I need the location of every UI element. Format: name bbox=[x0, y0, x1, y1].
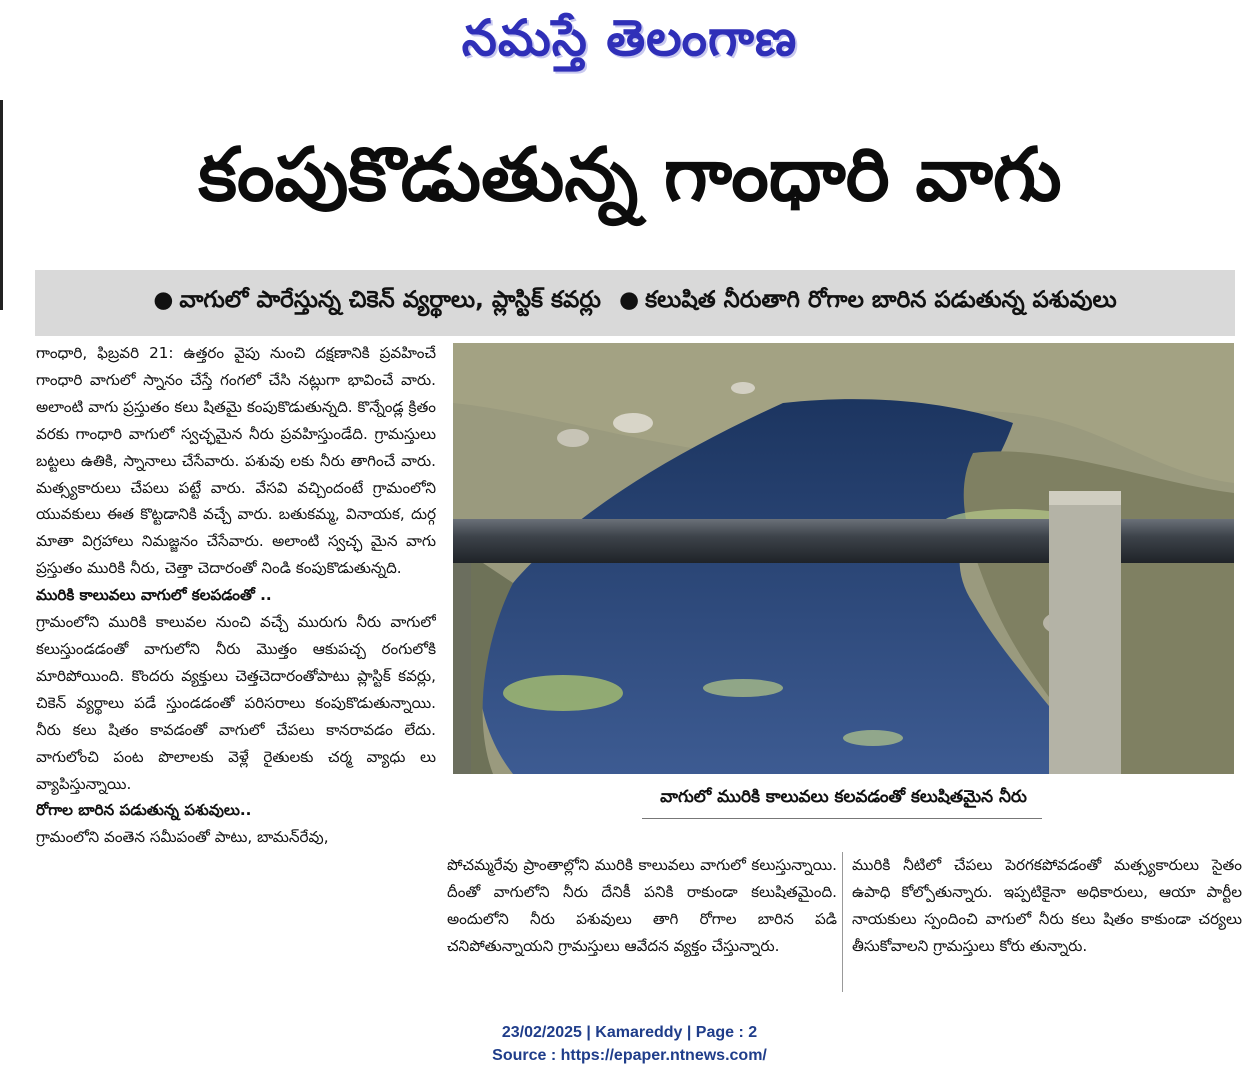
article-subhead: మురికి కాలువలు వాగులో కలపడంతో .. bbox=[36, 586, 272, 605]
headline: కంపుకొడుతున్న గాంధారి వాగు bbox=[198, 132, 1062, 218]
article-column-1 bbox=[36, 340, 436, 990]
left-rule bbox=[0, 100, 3, 310]
bullet-icon: ● bbox=[619, 287, 640, 313]
photo-caption: వాగులో మురికి కాలువలు కలవడంతో కలుషితమైన నీరు bbox=[660, 787, 1027, 807]
column-divider bbox=[842, 852, 843, 992]
subheading-1-text: వాగులో పారేస్తున్న చికెన్ వ్యర్థాలు, ప్లాస్టిక్ కవర్లు bbox=[179, 287, 602, 313]
subheading-1 bbox=[153, 287, 601, 319]
subheading-2 bbox=[619, 287, 1117, 319]
article-paragraph: గాంధారి, ఫిబ్రవరి 21: ఉత్తరం వైపు నుంచి దక్షణానికి ప్రవహించే గాంధారి వాగులో స్నానం చేస్తే గంగలో చేసి నట్లుగా భావించే వారు. అలాంటి వాగు ప్రస్తుతం కలు షితమై కంపుకొడుతున్నది. కొన్నేండ్ల క్రితం వరకు గాంధారి వాగులో స్వచ్ఛమైన నీరు ప్రవహిస్తుండేది. గ్రామస్తులు బట్టలు ఉతికి, స్నానాలు చేసేవారు. పశువు లకు నీరు తాగించే వారు. మత్స్యకారులు చేపలు పట్టే వారు. వేసవి వచ్చిందంటే గ్రామంలోని యువకులు ఈత కొట్టడానికి వచ్చే వారు. బతుకమ్మ, వినాయక, దుర్గ మాతా విగ్రహాలు నిమజ్జనం చేసేవారు. అలాంటి స్వచ్ఛ మైన వాగు ప్రస్తుతం మురికి నీరు, చెత్తా చెదారంతో నిండి కంపుకొడుతున్నది. bbox=[36, 344, 436, 578]
news-photo bbox=[453, 343, 1234, 774]
footer-date-page: 23/02/2025 | Kamareddy | Page : 2 bbox=[501, 1024, 758, 1041]
article-column-2: పోచమ్మరేవు ప్రాంతాల్లోని మురికి కాలువలు వాగులో కలుస్తున్నాయి. దీంతో వాగులోని నీరు దేనికీ పనికి రాకుండా కలుషితమైంది. అందులోని నీరు పశువులు తాగి రోగాల బారిన పడి చనిపోతున్నాయని గ్రామస్తులు ఆవేదన వ్యక్తం చేస్తున్నారు. bbox=[447, 856, 837, 955]
subheading-2-text: కలుషిత నీరుతాగి రోగాల బారిన పడుతున్న పశువులు bbox=[645, 287, 1117, 313]
article-paragraph: గ్రామంలోని వంతెన సమీపంతో పాటు, బామన్‌రేవు, bbox=[36, 828, 329, 847]
article-subhead: రోగాల బారిన పడుతున్న పశువులు.. bbox=[36, 801, 252, 820]
footer-source: Source : https://epaper.ntnews.com/ bbox=[492, 1047, 767, 1064]
bullet-icon: ● bbox=[153, 287, 174, 313]
subheading-bar bbox=[35, 270, 1235, 336]
article-paragraph: గ్రామంలోని మురికి కాలువల నుంచి వచ్చే మురుగు నీరు వాగులో కలుస్తుండడంతో వాగులోని నీరు మొత్తం ఆకుపచ్చ రంగులోకి మారిపోయింది. కొందరు వ్యక్తులు చెత్తచెదారంతోపాటు ప్లాస్టిక్ కవర్లు, చికెన్ వ్యర్థాలు పడే స్తుండడంతో పరిసరాలు కంపుకొడుతున్నాయి. నీరు కలు షితం కావడంతో వాగులో చేపలు కానరావడం లేదు. వాగులోంచి పంట పొలాలకు వెళ్లే రైతులకు చర్మ వ్యాధు లు వ్యాపిస్తున్నాయి. bbox=[36, 613, 436, 793]
masthead-logo: నమస్తే తెలంగాణ bbox=[461, 8, 798, 67]
article-column-3: మురికి నీటిలో చేపలు పెరగకపోవడంతో మత్స్యకారులు సైతం ఉపాధి కోల్పోతున్నారు. ఇప్పటికైనా అధికారులు, ఆయా పార్టీల నాయకులు స్పందించి వాగులో నీరు కలు షితం కాకుండా చర్యలు తీసుకోవాలని గ్రామస్తులు కోరు తున్నారు. bbox=[852, 856, 1242, 955]
caption-rule bbox=[642, 818, 1042, 819]
